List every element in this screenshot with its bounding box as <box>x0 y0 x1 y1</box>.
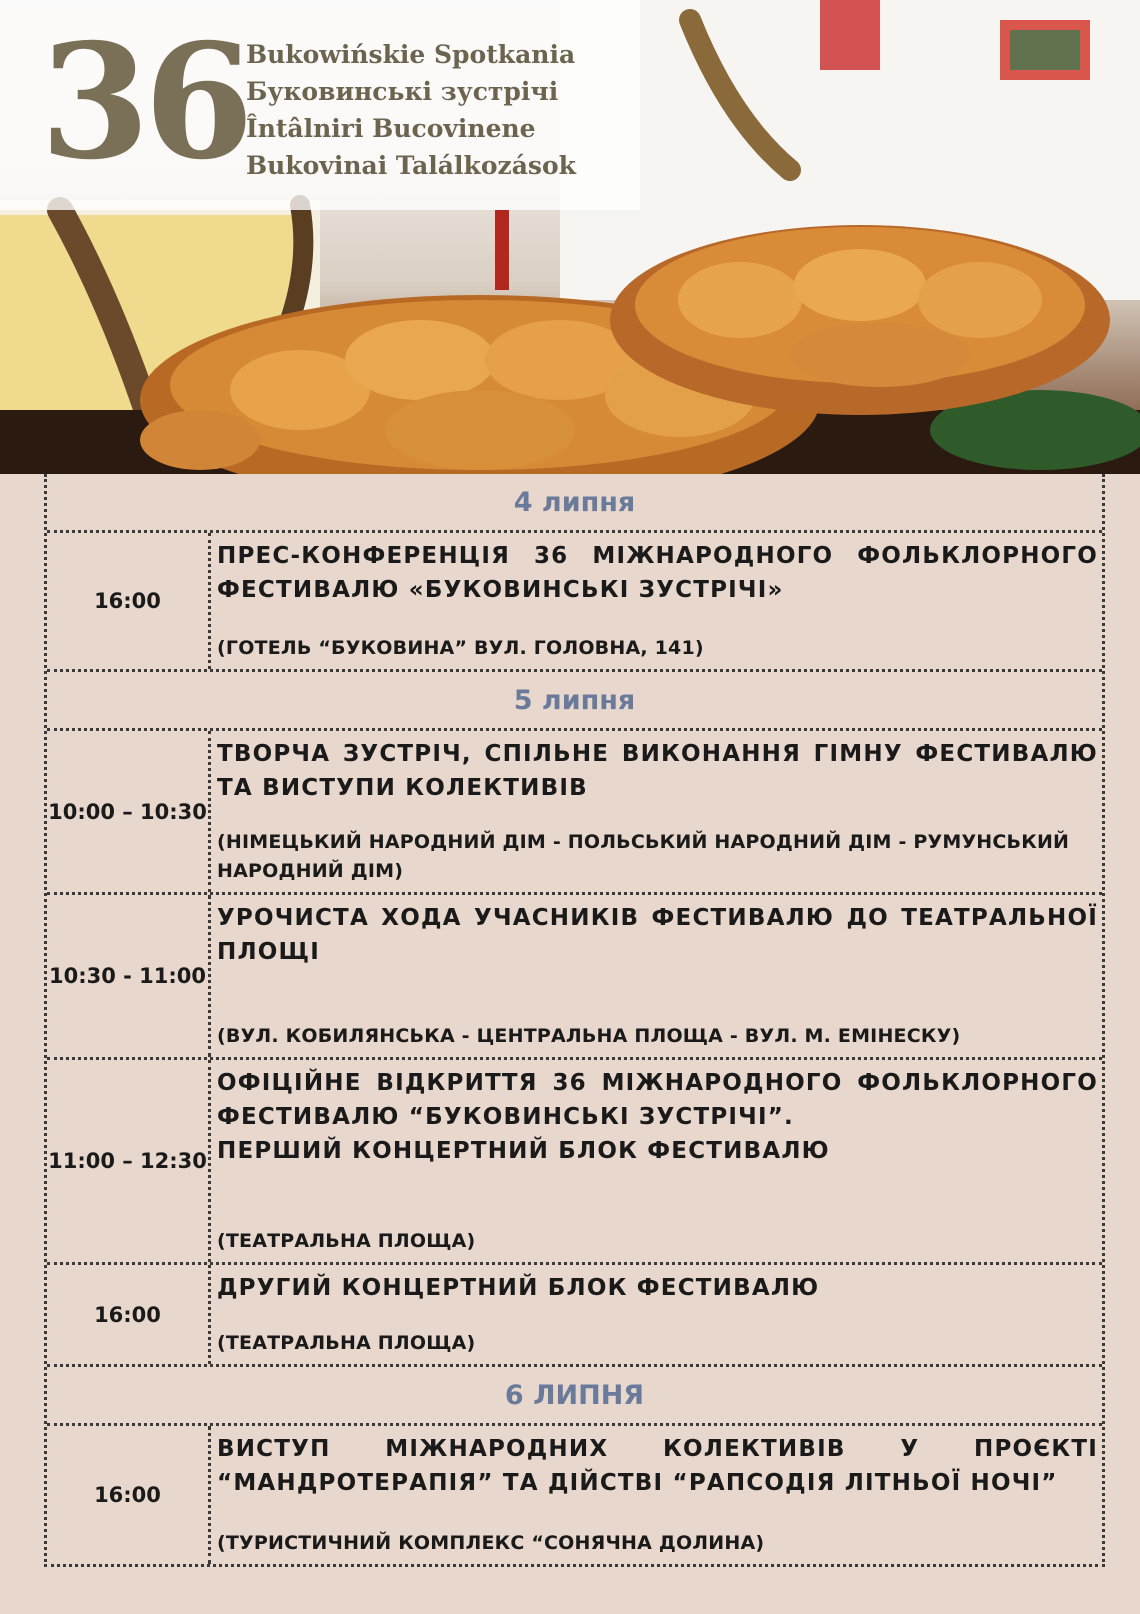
event-title: ТВОРЧА ЗУСТРІЧ, СПІЛЬНЕ ВИКОНАННЯ ГІМНУ ФЕСТИВАЛЮ ТА ВИСТУПИ КОЛЕКТИВІВ <box>217 741 1098 801</box>
event-location: (ВУЛ. КОБИЛЯНСЬКА - ЦЕНТРАЛЬНА ПЛОЩА - ВУЛ. М. ЕМІНЕСКУ) <box>217 1025 961 1047</box>
day-header: 5 липня <box>47 672 1102 731</box>
table-row <box>47 1265 1102 1367</box>
event-subtitle: ПЕРШИЙ КОНЦЕРТНИЙ БЛОК ФЕСТИВАЛЮ <box>217 1138 830 1164</box>
event-details <box>211 895 1102 1057</box>
festival-titles <box>246 36 576 184</box>
title-ukrainian: Буковинські зустрічі <box>246 77 559 106</box>
event-title: УРОЧИСТА ХОДА УЧАСНИКІВ ФЕСТИВАЛЮ ДО ТЕАТРАЛЬНОЇ ПЛОЩІ <box>217 905 1098 965</box>
event-location: (ТУРИСТИЧНИЙ КОМПЛЕКС “СОНЯЧНА ДОЛИНА) <box>217 1532 765 1554</box>
event-time: 11:00 – 12:30 <box>47 1060 211 1262</box>
event-location: (ТЕАТРАЛЬНА ПЛОЩА) <box>217 1332 476 1354</box>
schedule-table <box>44 474 1105 1567</box>
table-row <box>47 533 1102 672</box>
event-time: 10:30 - 11:00 <box>47 895 211 1057</box>
event-title: ДРУГИЙ КОНЦЕРТНИЙ БЛОК ФЕСТИВАЛЮ <box>217 1275 820 1301</box>
table-row <box>47 1426 1102 1564</box>
title-romanian: Întâlniri Bucovinene <box>246 114 536 143</box>
event-title: ПРЕС-КОНФЕРЕНЦІЯ 36 МІЖНАРОДНОГО ФОЛЬКЛОРНОГО ФЕСТИВАЛЮ «БУКОВИНСЬКІ ЗУСТРІЧІ» <box>217 543 1098 603</box>
event-title: ОФІЦІЙНЕ ВІДКРИТТЯ 36 МІЖНАРОДНОГО ФОЛЬКЛОРНОГО ФЕСТИВАЛЮ “БУКОВИНСЬКІ ЗУСТРІЧІ”. <box>217 1070 1098 1130</box>
event-time: 16:00 <box>47 1265 211 1364</box>
event-time: 16:00 <box>47 533 211 669</box>
event-details <box>211 1060 1102 1262</box>
table-row <box>47 1060 1102 1265</box>
table-row <box>47 731 1102 895</box>
header-banner <box>0 0 1140 474</box>
title-hungarian: Bukovinai Találkozások <box>246 151 576 180</box>
event-location: (ГОТЕЛЬ “БУКОВИНА” ВУЛ. ГОЛОВНА, 141) <box>217 637 704 659</box>
title-polish: Bukowińskie Spotkania <box>246 40 576 69</box>
event-details <box>211 731 1102 892</box>
event-details <box>211 533 1102 669</box>
day-header: 4 липня <box>47 474 1102 533</box>
event-location: (ТЕАТРАЛЬНА ПЛОЩА) <box>217 1230 476 1252</box>
event-time: 16:00 <box>47 1426 211 1564</box>
event-details <box>211 1265 1102 1364</box>
table-row <box>47 895 1102 1060</box>
event-time: 10:00 – 10:30 <box>47 731 211 892</box>
festival-number: 36 <box>40 10 248 195</box>
day-header: 6 ЛИПНЯ <box>47 1367 1102 1426</box>
event-details <box>211 1426 1102 1564</box>
event-title: ВИСТУП МІЖНАРОДНИХ КОЛЕКТИВІВ У ПРОЄКТІ “МАНДРОТЕРАПІЯ” ТА ДІЙСТВІ “РАПСОДІЯ ЛІТНЬОЇ НОЧІ” <box>217 1436 1098 1496</box>
event-location: (НІМЕЦЬКИЙ НАРОДНИЙ ДІМ - ПОЛЬСЬКИЙ НАРОДНИЙ ДІМ - РУМУНСЬКИЙ НАРОДНИЙ ДІМ) <box>217 831 1070 882</box>
